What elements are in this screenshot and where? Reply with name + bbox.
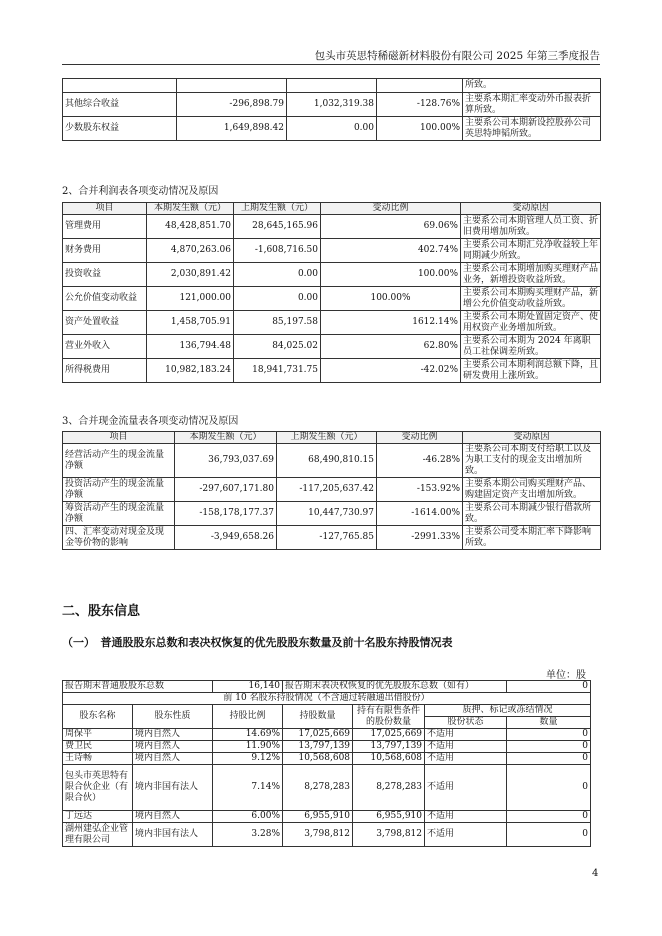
table-row: 丁远达 境内自然人 6.00% 6,955,910 6,955,910 不适用 0 xyxy=(63,811,591,823)
table-row: 营业外收入 136,794.48 84,025.02 62.80% 主要系公司本期为 2024 年离职员工社保调差所致。 xyxy=(63,335,601,359)
table-header-row: 股份状态 数量 xyxy=(63,717,591,729)
table-row: 所得税费用 10,982,183.24 18,941,731.75 -42.02% 主要系公司本期利润总额下降，且研发费用上涨所致。 xyxy=(63,359,601,383)
table-row: 管理费用 48,428,851.70 28,645,165.96 69.06% 主要系公司本期管理人员工资、折旧费用增加所致。 xyxy=(63,215,601,239)
table-row: 报告期末普通股股东总数 16,140 报告期末表决权恢复的优先股股东总数（如有） 0 xyxy=(63,681,591,693)
table-row: 经营活动产生的现金流量净额 36,793,037.69 68,490,810.15 -46.28% 主要系公司本期支付给职工以及为职工支付的现金支出增加所致。 xyxy=(63,444,601,478)
page-number: 4 xyxy=(592,868,599,879)
table-header-row: 项目 本期发生额（元） 上期发生额（元） 变动比例 变动原因 xyxy=(63,203,601,215)
shareholder-table xyxy=(62,680,591,847)
cashflow-change-table xyxy=(62,431,601,550)
table-row: 筹资活动产生的现金流量净额 -158,178,177.37 10,447,730.97 -1614.00% 主要系公司本期减少银行借款所致。 xyxy=(63,502,601,526)
balance-change-table-continued xyxy=(62,78,601,141)
shareholder-table-subheading: （一） 普通股股东总数和表决权恢复的优先股股东数量及前十名股东持股情况表 xyxy=(62,636,453,649)
table-row: 资产处置收益 1,458,705.91 85,197.58 1612.14% 主要系公司本期处置固定资产、使用权资产业务增加所致。 xyxy=(63,311,601,335)
table-row: 王诗畅 境内自然人 9.12% 10,568,608 10,568,608 不适用 0 xyxy=(63,753,591,765)
table-row: 所致。 xyxy=(63,79,601,93)
unit-label: 单位：股 xyxy=(546,670,586,681)
table-row: 财务费用 4,870,263.06 -1,608,716.50 402.74% 主要系公司本期汇兑净收益较上年同期减少所致。 xyxy=(63,239,601,263)
header-divider xyxy=(62,64,600,65)
table-row: 费卫民 境内自然人 11.90% 13,797,139 13,797,139 不适用 0 xyxy=(63,741,591,753)
cashflow-section-title: 3、合并现金流量表各项变动情况及原因 xyxy=(62,416,239,427)
table-row: 前 10 名股东持股情况（不含通过转融通出借股份） xyxy=(63,693,591,705)
shareholder-info-heading: 二、股东信息 xyxy=(62,604,141,619)
income-change-table xyxy=(62,202,601,383)
table-row: 四、汇率变动对现金及现金等价物的影响 -3,949,658.26 -127,765.85 -2991.33% 主要系公司受本期汇率下降影响所致。 xyxy=(63,526,601,550)
income-section-title: 2、合并利润表各项变动情况及原因 xyxy=(62,186,219,197)
table-row: 包头市英思特有限合伙企业（有限合伙） 境内非国有法人 7.14% 8,278,283 8,278,283 不适用 0 xyxy=(63,765,591,811)
table-row: 投资活动产生的现金流量净额 -297,607,171.80 -117,205,637.42 -153.92% 主要系本期公司购买理财产品、购建固定资产支出增加所致。 xyxy=(63,478,601,502)
table-row: 其他综合收益 -296,898.79 1,032,319.38 -128.76% 主要系本期汇率变动外币报表折算所致。 xyxy=(63,93,601,117)
table-row: 公允价值变动收益 121,000.00 0.00 100.00% 主要系公司本期购买理财产品，新增公允价值变动收益所致。 xyxy=(63,287,601,311)
table-row: 少数股东权益 1,649,898.42 0.00 100.00% 主要系公司本期新设控股孙公司英思特坤韬所致。 xyxy=(63,117,601,141)
report-header: 包头市英思特稀磁新材料股份有限公司 2025 年第三季度报告 xyxy=(314,50,600,62)
table-row: 湖州建弘企业管理有限公司 境内非国有法人 3.28% 3,798,812 3,798,812 不适用 0 xyxy=(63,823,591,847)
table-header-row: 项目 本期发生额（元） 上期发生额（元） 变动比例 变动原因 xyxy=(63,432,601,444)
table-row: 投资收益 2,030,891.42 0.00 100.00% 主要系公司本期增加购买理财产品业务，新增投资收益所致。 xyxy=(63,263,601,287)
table-header-row: 股东名称 股东性质 持股比例 持股数量 持有有限售条件的股份数量 质押、标记或冻结情况 xyxy=(63,705,591,717)
table-row: 周保平 境内自然人 14.69% 17,025,669 17,025,669 不适用 0 xyxy=(63,729,591,741)
